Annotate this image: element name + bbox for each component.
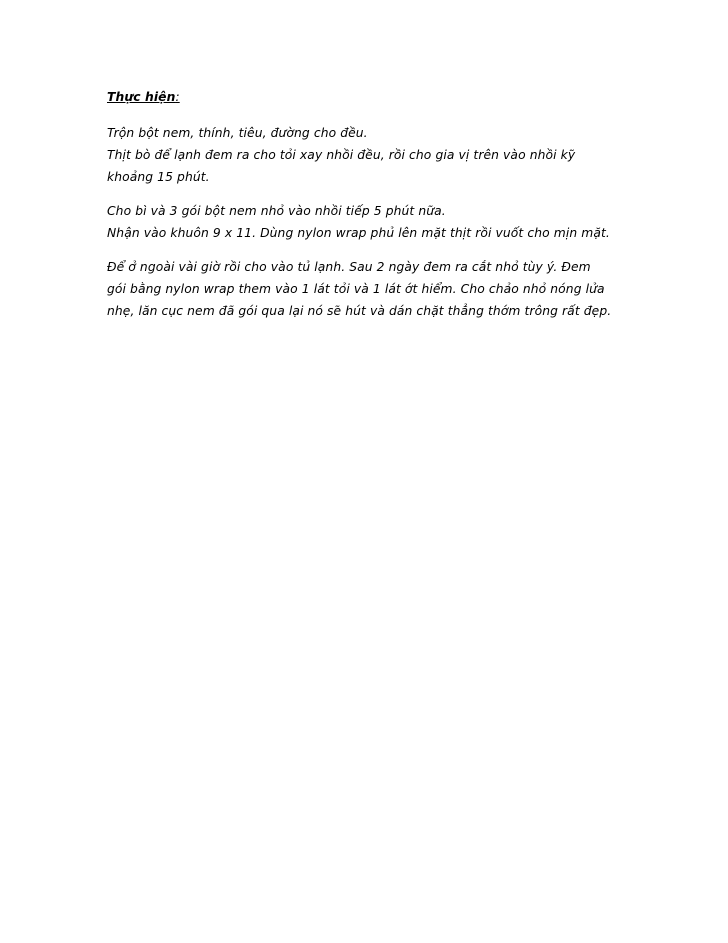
- paragraph-wrapping: [107, 256, 667, 322]
- text-line: Thịt bò để lạnh đem ra cho tỏi xay nhồi đều, rồi cho gia vị trên vào nhồi kỹ: [107, 148, 576, 162]
- text-line: Nhận vào khuôn 9 x 11. Dùng nylon wrap phủ lên mặt thịt rồi vuốt cho mịn mặt.: [107, 226, 610, 240]
- text-line: nhẹ, lăn cục nem đã gói qua lại nó sẽ hút và dán chặt thẳng thớm trông rất đẹp.: [107, 304, 612, 318]
- text-line: Để ở ngoài vài giờ rồi cho vào tủ lạnh. Sau 2 ngày đem ra cắt nhỏ tùy ý. Đem: [107, 260, 591, 274]
- document-body: [107, 86, 667, 334]
- section-heading: [107, 86, 667, 108]
- text-line: gói bằng nylon wrap them vào 1 lát tỏi và 1 lát ớt hiểm. Cho chảo nhỏ nóng lửa: [107, 282, 605, 296]
- text-line: khoảng 15 phút.: [107, 170, 210, 184]
- section-heading-text: Thực hiện: [107, 90, 176, 104]
- paragraph-molding: [107, 200, 667, 244]
- paragraph-mixing: [107, 122, 667, 188]
- section-heading-colon: :: [175, 90, 180, 104]
- text-line: Cho bì và 3 gói bột nem nhỏ vào nhồi tiếp 5 phút nữa.: [107, 204, 446, 218]
- text-line: Trộn bột nem, thính, tiêu, đường cho đều.: [107, 126, 368, 140]
